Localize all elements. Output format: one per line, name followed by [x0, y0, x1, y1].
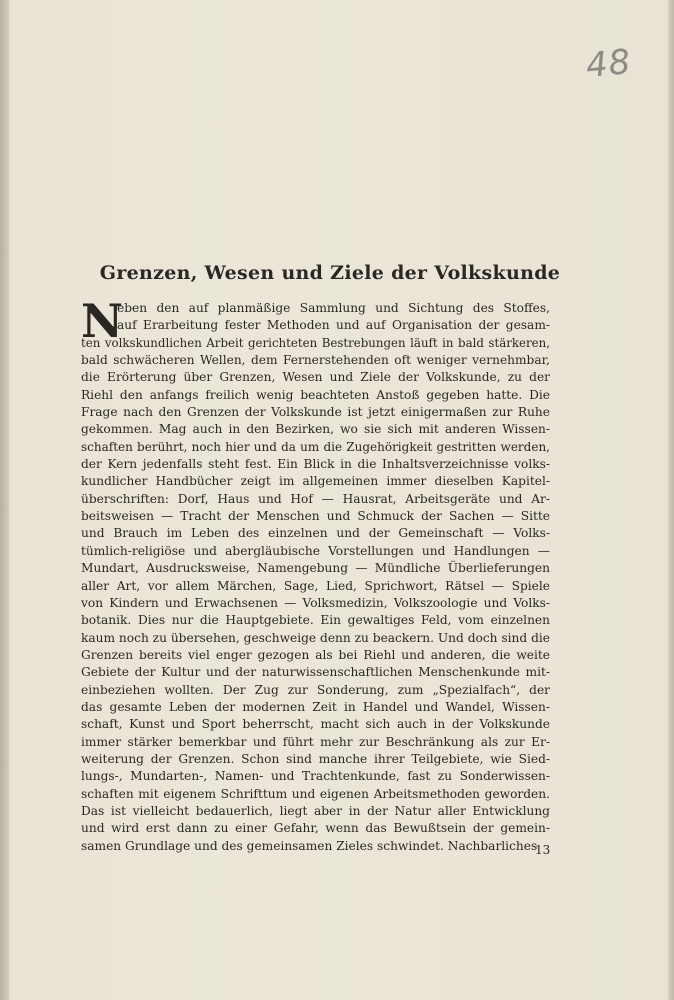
- text-line: von Kindern und Erwachsenen — Volksmedizin, Volkszoologie und Volks-: [81, 595, 550, 610]
- drop-cap: N: [81, 294, 124, 348]
- chapter-title: Grenzen, Wesen und Ziele der Volkskunde: [99, 262, 561, 284]
- text-line: Riehl den anfangs freilich wenig beachteten Anstoß gegeben hatte. Die: [81, 387, 550, 402]
- text-line: samen Grundlage und des gemeinsamen Zieles schwindet. Nachbarliches: [81, 838, 538, 853]
- text-line: Das ist vielleicht bedauerlich, liegt aber in der Natur aller Entwicklung: [81, 803, 550, 818]
- body-text: [81, 294, 550, 855]
- page-right-edge: [668, 0, 674, 1000]
- handwritten-page-mark: 48: [584, 41, 634, 87]
- text-line: kaum noch zu übersehen, geschweige denn zu beackern. Und doch sind die: [81, 630, 550, 645]
- text-line: auf Erarbeitung fester Methoden und auf Organisation der gesam-: [117, 318, 550, 333]
- page-binding-edge: [0, 0, 9, 1000]
- text-line: der Kern jedenfalls steht fest. Ein Blick in die Inhaltsverzeichnisse volks-: [81, 457, 550, 472]
- text-line: bald schwächeren Wellen, dem Fernerstehenden oft weniger vernehmbar,: [81, 353, 550, 368]
- text-line: beitsweisen — Tracht der Menschen und Schmuck der Sachen — Sitte: [81, 509, 550, 524]
- text-line: botanik. Dies nur die Hauptgebiete. Ein gewaltiges Feld, vom einzelnen: [81, 613, 550, 628]
- text-line: Frage nach den Grenzen der Volkskunde ist jetzt einigermaßen zur Ruhe: [81, 405, 550, 420]
- text-line: weiterung der Grenzen. Schon sind manche ihrer Teilgebiete, wie Sied-: [81, 751, 550, 766]
- text-line: Mundart, Ausdrucksweise, Namengebung — Mündliche Überlieferungen: [81, 561, 550, 576]
- text-line: schaften mit eigenem Schrifttum und eigenen Arbeitsmethoden geworden.: [81, 786, 550, 801]
- text-line: tümlich-religiöse und abergläubische Vorstellungen und Handlungen —: [81, 543, 550, 558]
- text-line: eben den auf planmäßige Sammlung und Sichtung des Stoffes,: [117, 301, 550, 315]
- text-line: überschriften: Dorf, Haus und Hof — Hausrat, Arbeitsgeräte und Ar-: [81, 491, 550, 506]
- text-line: schaften berührt, noch hier und da um die Zugehörigkeit gestritten werden,: [81, 439, 550, 454]
- text-line: ten volkskundlichen Arbeit gerichteten Bestrebungen läuft in bald stärkeren,: [81, 335, 550, 350]
- text-line: lungs-, Mundarten-, Namen- und Trachtenkunde, fast zu Sonderwissen-: [81, 769, 550, 784]
- text-line: aller Art, vor allem Märchen, Sage, Lied, Sprichwort, Rätsel — Spiele: [81, 578, 550, 593]
- text-line: einbeziehen wollten. Der Zug zur Sonderung, zum „Spezialfach“, der: [81, 682, 550, 697]
- text-line: gekommen. Mag auch in den Bezirken, wo sie sich mit anderen Wissen-: [81, 422, 550, 437]
- text-line: kundlicher Handbücher zeigt im allgemeinen immer dieselben Kapitel-: [81, 474, 550, 489]
- text-line: und Brauch im Leben des einzelnen und der Gemeinschaft — Volks-: [81, 526, 550, 541]
- page-number: 13: [535, 843, 551, 857]
- text-line: das gesamte Leben der modernen Zeit in Handel und Wandel, Wissen-: [81, 699, 550, 714]
- text-line: und wird erst dann zu einer Gefahr, wenn das Bewußtsein der gemein-: [81, 821, 550, 836]
- text-line: Grenzen bereits viel enger gezogen als bei Riehl und anderen, die weite: [81, 647, 550, 662]
- text-line: die Erörterung über Grenzen, Wesen und Ziele der Volkskunde, zu der: [81, 370, 550, 385]
- text-line: immer stärker bemerkbar und führt mehr zur Beschränkung als zur Er-: [81, 734, 550, 749]
- text-line: Gebiete der Kultur und der naturwissenschaftlichen Menschenkunde mit-: [81, 665, 550, 680]
- text-line: schaft, Kunst und Sport beherrscht, macht sich auch in der Volkskunde: [81, 717, 550, 732]
